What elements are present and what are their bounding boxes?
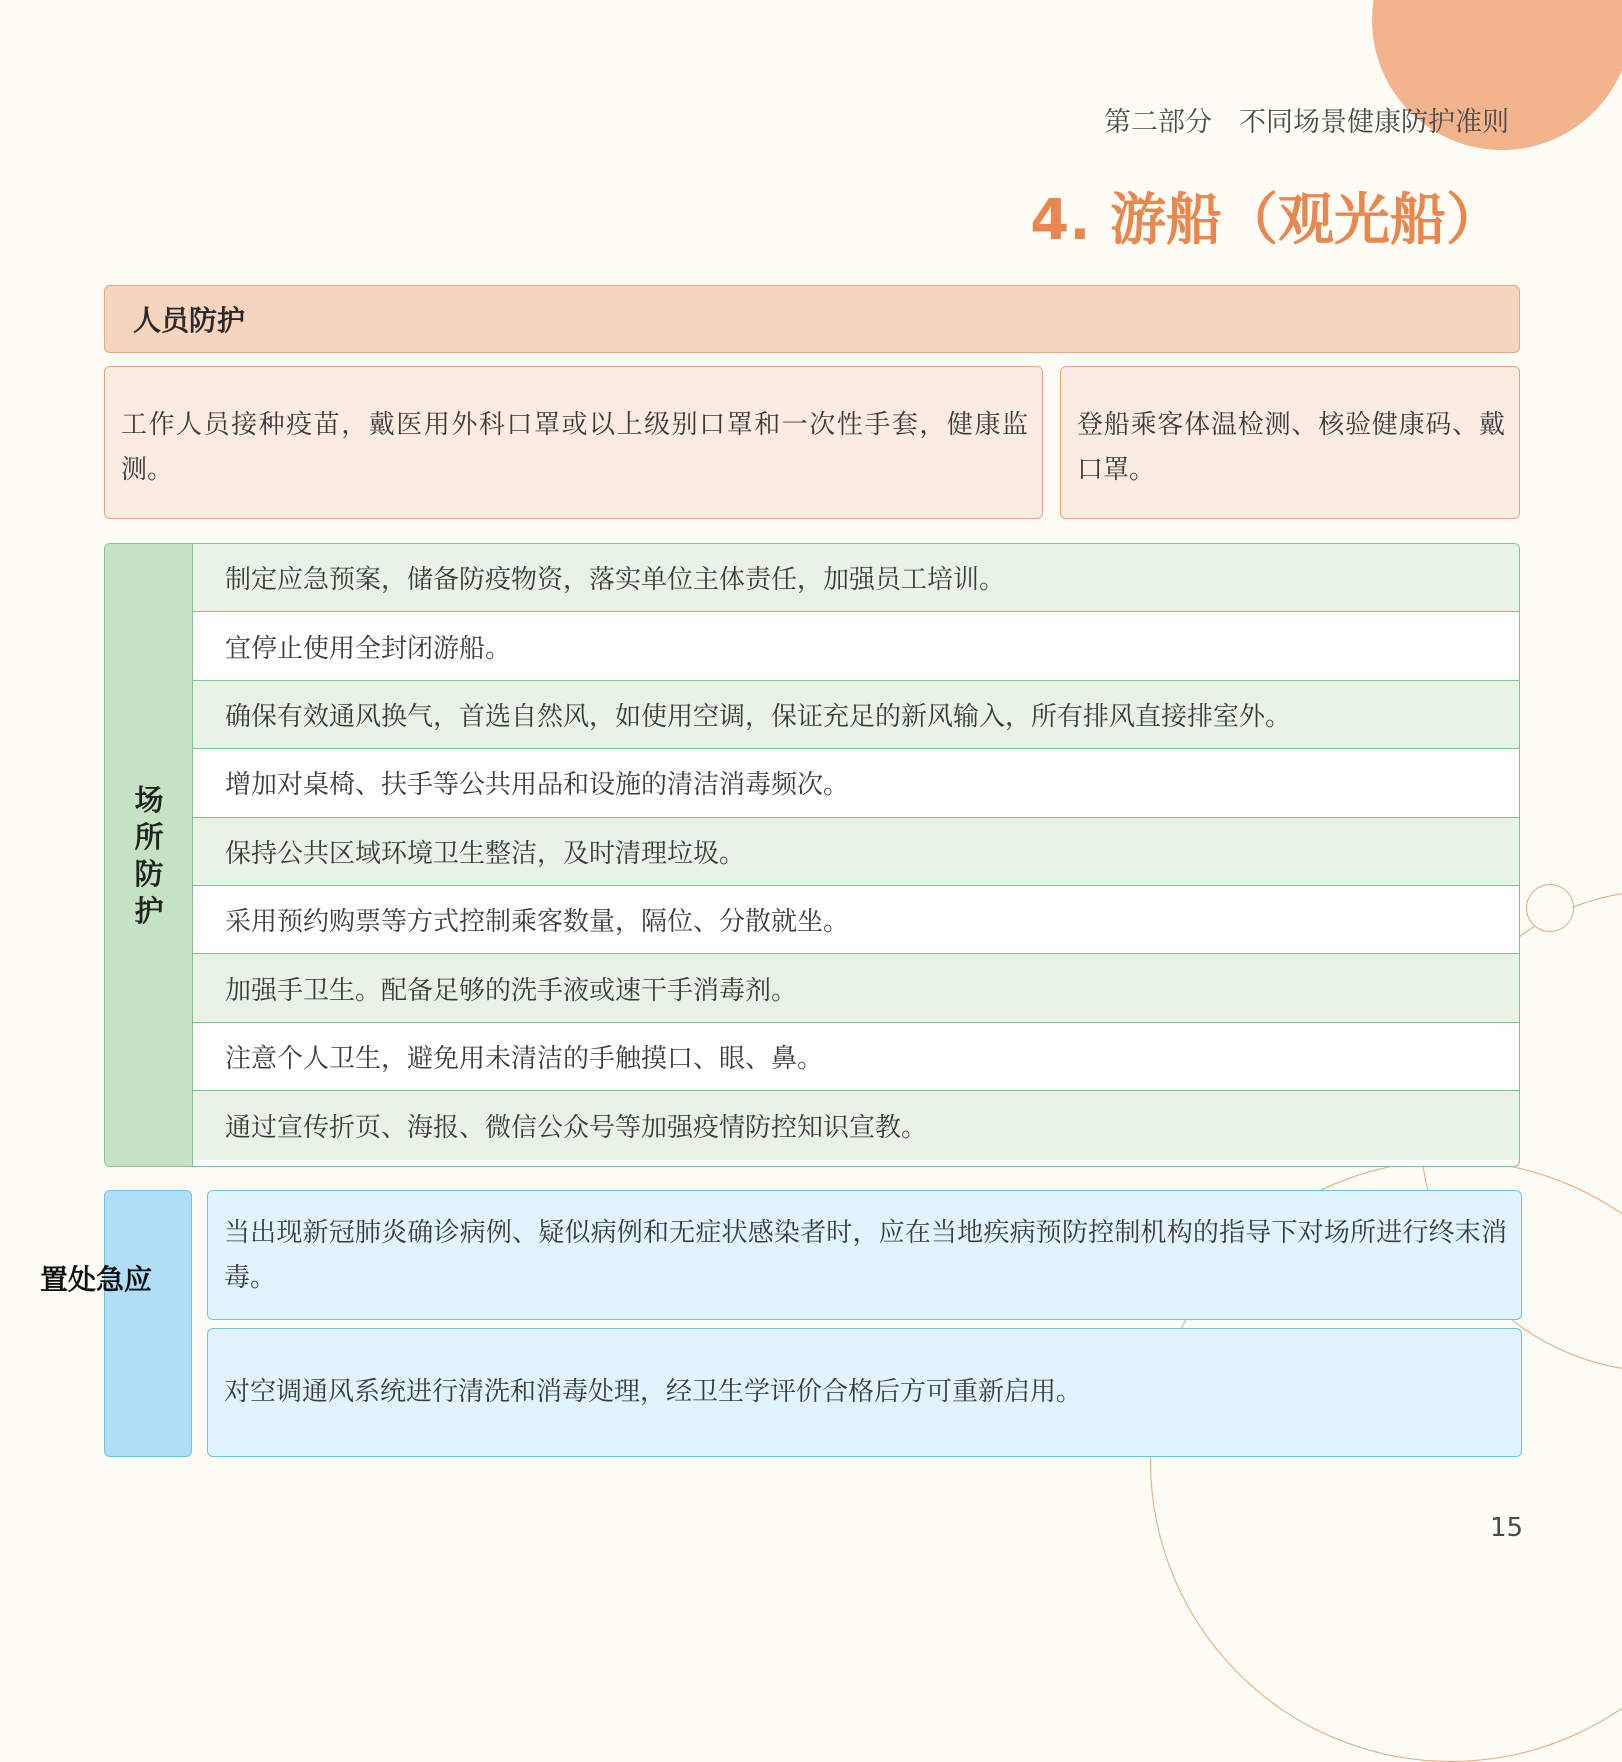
- venue-protection-row: 增加对桌椅、扶手等公共用品和设施的清洁消毒频次。: [193, 749, 1519, 817]
- venue-protection-row: 加强手卫生。配备足够的洗手液或速干手消毒剂。: [193, 954, 1519, 1022]
- venue-protection-row: 注意个人卫生，避免用未清洁的手触摸口、眼、鼻。: [193, 1023, 1519, 1091]
- venue-protection-row: 宜停止使用全封闭游船。: [193, 612, 1519, 680]
- personal-protection-item: 登船乘客体温检测、核验健康码、戴口罩。: [1060, 366, 1520, 519]
- venue-protection-row: 通过宣传折页、海报、微信公众号等加强疫情防控知识宣教。: [193, 1091, 1519, 1159]
- venue-protection-row: 确保有效通风换气，首选自然风，如使用空调，保证充足的新风输入，所有排风直接排室外。: [193, 681, 1519, 749]
- section-label: 第二部分 不同场景健康防护准则: [1104, 107, 1509, 138]
- page-title: 4. 游船（观光船）: [1030, 188, 1502, 253]
- venue-protection-rows: [193, 544, 1519, 1160]
- emergency-response-sidebar: [104, 1190, 192, 1457]
- venue-protection-table: [104, 543, 1520, 1167]
- venue-protection-sidebar: [105, 544, 193, 1166]
- venue-protection-row: 保持公共区域环境卫生整洁，及时清理垃圾。: [193, 818, 1519, 886]
- emergency-response-item: 当出现新冠肺炎确诊病例、疑似病例和无症状感染者时，应在当地疾病预防控制机构的指导下对场所进行终末消毒。: [207, 1190, 1522, 1320]
- emergency-response-heading: 置处急应: [40, 1263, 153, 1296]
- decorative-small-circle: [1526, 884, 1574, 932]
- emergency-response-item: 对空调通风系统进行清洗和消毒处理，经卫生学评价合格后方可重新启用。: [207, 1328, 1522, 1457]
- personal-protection-header: [104, 285, 1520, 353]
- personal-protection-heading: 人员防护: [133, 304, 246, 337]
- venue-protection-row: 制定应急预案，储备防疫物资，落实单位主体责任，加强员工培训。: [193, 544, 1519, 612]
- personal-protection-item: 工作人员接种疫苗，戴医用外科口罩或以上级别口罩和一次性手套，健康监测。: [104, 366, 1043, 519]
- page-number: 15: [1490, 1513, 1524, 1543]
- venue-protection-row: 采用预约购票等方式控制乘客数量，隔位、分散就坐。: [193, 886, 1519, 954]
- venue-protection-heading: 场所防护: [134, 783, 164, 928]
